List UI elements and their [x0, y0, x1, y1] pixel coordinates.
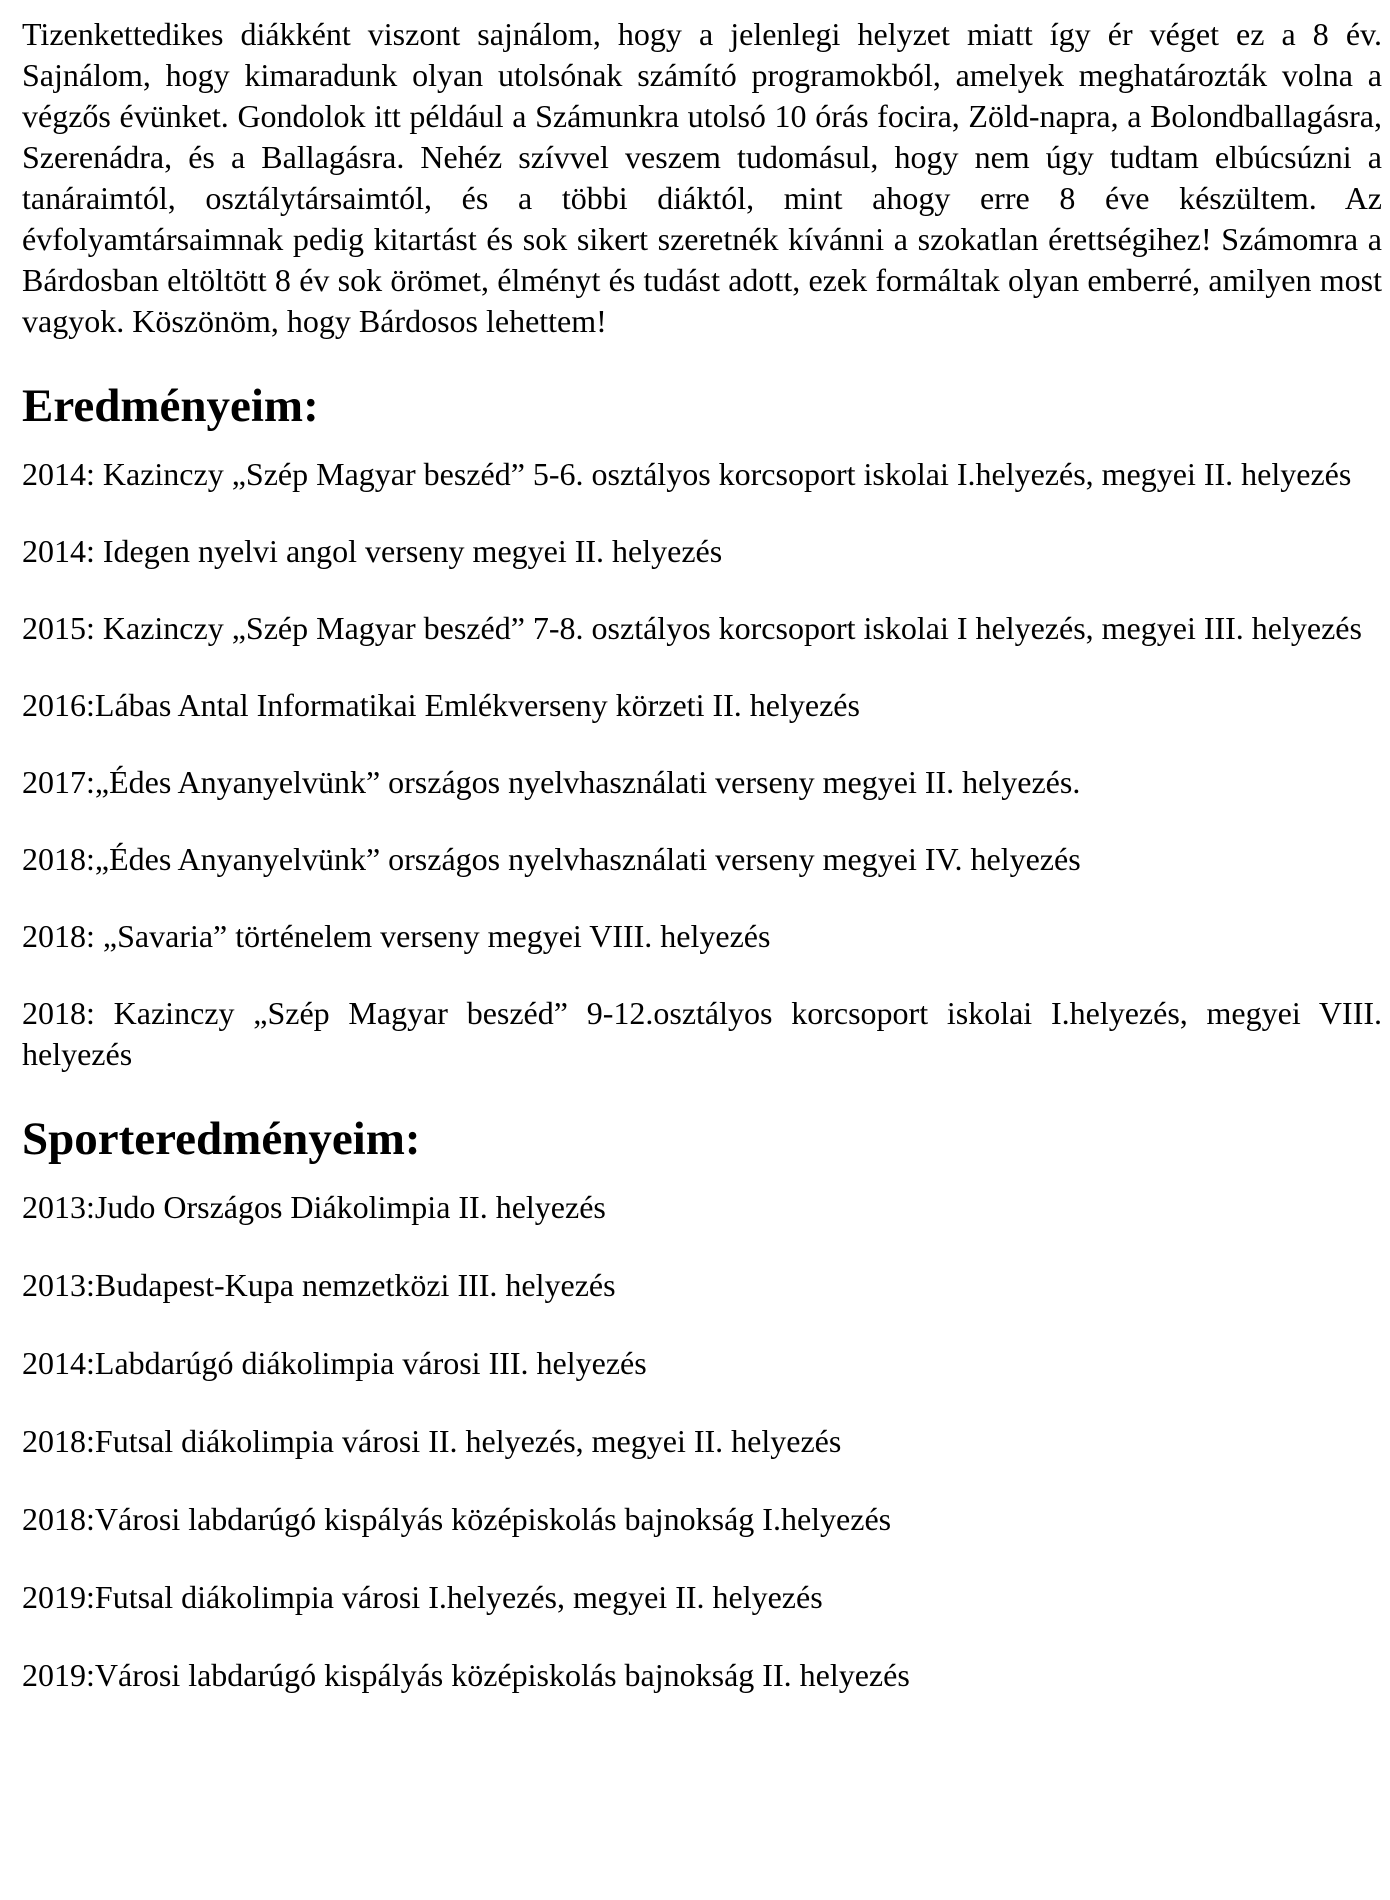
result-item: 2014: Idegen nyelvi angol verseny megyei II. helyezés: [22, 533, 723, 569]
sport-result-item: 2019:Futsal diákolimpia városi I.helyezés, megyei II. helyezés: [22, 1579, 823, 1615]
intro-paragraph: Tizenkettedikes diákként viszont sajnálom, hogy a jelenlegi helyzet miatt így ér véget ez a 8 év. Sajnálom, hogy kimaradunk olyan utolsónak számító programokból, amelyek meghatározták volna a végzős évünket. Gondolok itt például a Számunkra utolsó 10 órás focira, Zöld-napra, a Bolondballagásra, Szerenádra, és a Ballagásra. Nehéz szívvel veszem tudomásul, hogy nem úgy tudtam elbúcsúzni a tanáraimtól, osztálytársaimtól, és a többi diáktól, mint ahogy erre 8 éve készültem. Az évfolyamtársaimnak pedig kitartást és sok sikert szeretnék kívánni a szokatlan érettségihez! Számomra a Bárdosban eltöltött 8 év sok örömet, élményt és tudást adott, ezek formáltak olyan emberré, amilyen most vagyok. Köszönöm, hogy Bárdosos lehettem!: [22, 16, 1382, 339]
result-item: 2015: Kazinczy „Szép Magyar beszéd” 7-8. osztályos korcsoport iskolai I helyezés, megyei III. helyezés: [22, 610, 1362, 646]
document-page: [22, 14, 1382, 1696]
result-item: 2017:„Édes Anyanyelvünk” országos nyelvhasználati verseny megyei II. helyezés.: [22, 764, 1081, 800]
result-item: 2018: „Savaria” történelem verseny megyei VIII. helyezés: [22, 918, 771, 954]
results-section: [22, 378, 1382, 1075]
sport-result-item: 2013:Judo Országos Diákolimpia II. helyezés: [22, 1189, 606, 1225]
sport-result-item: 2013:Budapest-Kupa nemzetközi III. helyezés: [22, 1267, 616, 1303]
results-list: [22, 454, 1382, 1075]
sports-section: [22, 1111, 1382, 1696]
sports-list: [22, 1187, 1382, 1696]
sport-result-item: 2014:Labdarúgó diákolimpia városi III. helyezés: [22, 1345, 647, 1381]
result-item: 2014: Kazinczy „Szép Magyar beszéd” 5-6. osztályos korcsoport iskolai I.helyezés, megyei II. helyezés: [22, 456, 1352, 492]
sport-result-item: 2018:Futsal diákolimpia városi II. helyezés, megyei II. helyezés: [22, 1423, 842, 1459]
sports-heading: Sporteredményeim:: [22, 1113, 421, 1165]
result-item: 2018: Kazinczy „Szép Magyar beszéd” 9-12.osztályos korcsoport iskolai I.helyezés, megyei VIII. helyezés: [22, 995, 1382, 1072]
results-heading: Eredményeim:: [22, 380, 319, 432]
result-item: 2016:Lábas Antal Informatikai Emlékverseny körzeti II. helyezés: [22, 687, 860, 723]
result-item: 2018:„Édes Anyanyelvünk” országos nyelvhasználati verseny megyei IV. helyezés: [22, 841, 1081, 877]
sport-result-item: 2019:Városi labdarúgó kispályás középiskolás bajnokság II. helyezés: [22, 1657, 910, 1693]
sport-result-item: 2018:Városi labdarúgó kispályás középiskolás bajnokság I.helyezés: [22, 1501, 892, 1537]
